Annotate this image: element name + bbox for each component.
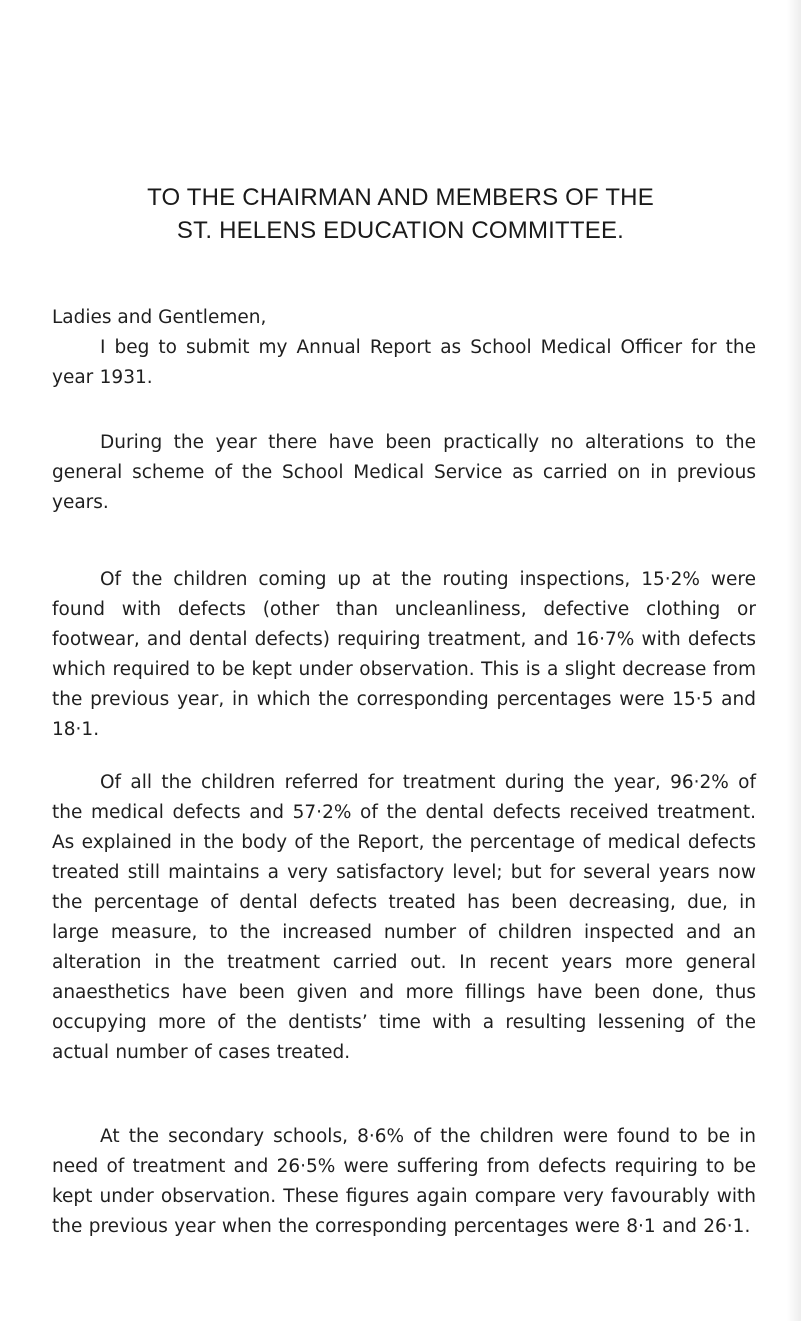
paragraph-routine-inspections: Of the children coming up at the routing inspections, 15·2% were found with defects (other than uncleanliness, defective clothing or footwear, and dental defects) requiring treatment, and 16·7% with defects which required to be kept under observation. This is a slight decrease from the previous year, in which the corresponding percentages were 15·5 and 18·1. bbox=[52, 569, 756, 740]
scan-edge-shadow bbox=[787, 0, 801, 1321]
paragraph-submission: I beg to submit my Annual Report as School Medical Officer for the year 1931. bbox=[52, 337, 756, 388]
heading-line-1: TO THE CHAIRMAN AND MEMBERS OF THE bbox=[147, 184, 654, 211]
paragraph-general-scheme: During the year there have been practically no alterations to the general scheme of the School Medical Service as carried on in previous years. bbox=[52, 432, 756, 513]
paragraph-treatment: Of all the children referred for treatment during the year, 96·2% of the medical defects and 57·2% of the dental defects received treatment. As explained in the body of the Report, the percentage of medical defects treated still maintains a very satisfactory level; but for several years now the percentage of dental defects treated has been decreasing, due, in large measure, to the increased number of children inspected and an alteration in the treatment carried out. In recent years more general anaesthetics have been given and more fillings have been done, thus occupying more of the dentists’ time with a resulting lessening of the actual number of cases treated. bbox=[52, 772, 756, 1063]
paragraph-secondary-schools: At the secondary schools, 8·6% of the children were found to be in need of treatment and 26·5% were suffering from defects requiring to be kept under observation. These figures again compare very favourably with the previous year when the corresponding percentages were 8·1 and 26·1. bbox=[52, 1126, 756, 1237]
salutation: Ladies and Gentlemen, bbox=[52, 307, 267, 328]
heading-line-2: ST. HELENS EDUCATION COMMITTEE. bbox=[176, 217, 625, 244]
